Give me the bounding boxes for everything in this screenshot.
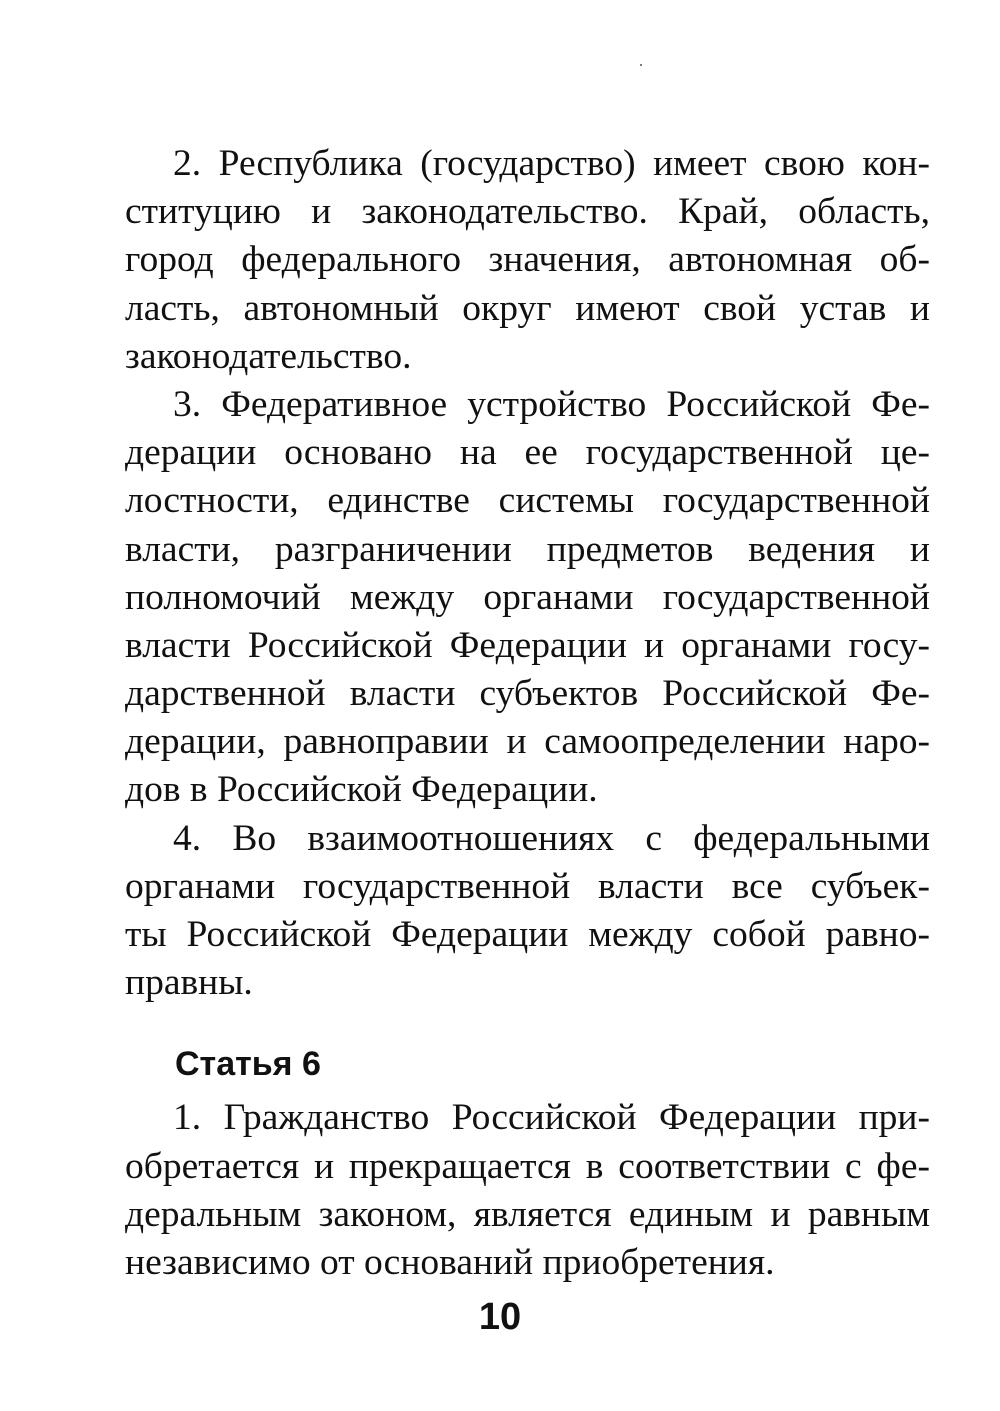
text-line: 1. Гражданство Российской Федерации при- — [173, 1097, 930, 1139]
text-line: обретается и прекращается в соответствии с фе- — [125, 1145, 930, 1187]
text-line: ласть, автономный округ имеют свой устав и — [125, 287, 930, 329]
page-number: 10 — [478, 1296, 522, 1338]
text-line: ституцию и законодательство. Край, область, — [125, 191, 930, 233]
text-line: ты Российской Федерации между собой равно- — [125, 914, 930, 955]
text-line: дов в Российской Федерации. — [125, 769, 598, 811]
text-line: лостности, единстве системы государственной — [125, 480, 930, 522]
text-line: органами государственной власти все субъек- — [125, 865, 930, 907]
text-line: дерации основано на ее государственной це- — [125, 432, 930, 474]
paragraph-4 — [125, 815, 930, 1008]
page-body — [125, 140, 930, 1287]
paragraph-3 — [125, 381, 930, 815]
article-heading: Статья 6 — [175, 1045, 321, 1084]
text-line: законодательство. — [125, 335, 412, 377]
text-line: 4. Во взаимоотношениях с федеральными — [173, 817, 930, 859]
text-line: власти, разграничении предметов ведения и — [125, 528, 930, 570]
paragraph-2 — [125, 140, 930, 381]
text-line: город федерального значения, автономная об- — [125, 239, 930, 281]
text-line: 3. Федеративное устройство Российской Фе- — [173, 383, 930, 425]
text-line: независимо от оснований приобретения. — [125, 1241, 775, 1283]
article-paragraph-1 — [125, 1094, 930, 1287]
scan-speck — [640, 64, 642, 66]
text-line: дарственной власти субъектов Российской Фе- — [125, 673, 930, 715]
text-line: правны. — [125, 962, 253, 1004]
text-line: дерации, равноправии и самоопределении наро- — [125, 721, 930, 763]
text-line: власти Российской Федерации и органами госу- — [125, 624, 930, 666]
text-line: полномочий между органами государственной — [125, 576, 930, 618]
text-line: деральным законом, является единым и равным — [125, 1193, 930, 1235]
text-line: 2. Республика (государство) имеет свою кон- — [173, 143, 930, 184]
